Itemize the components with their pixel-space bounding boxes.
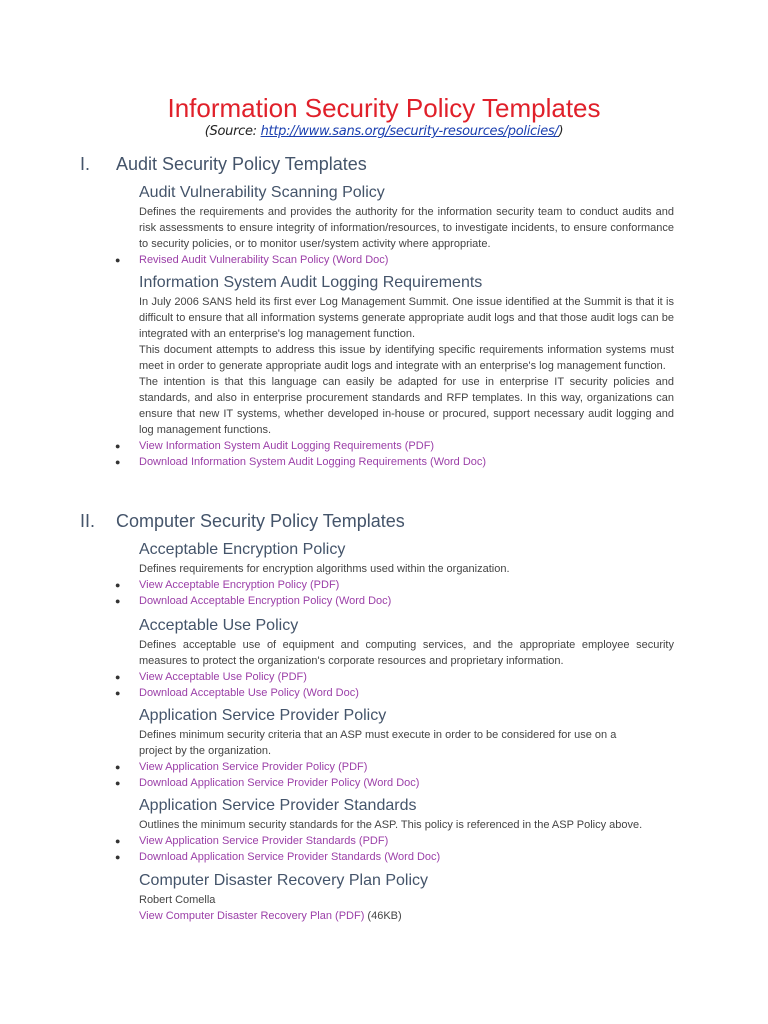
list-item[interactable] [115,685,674,701]
list-item[interactable] [115,438,674,454]
document-link[interactable]: View Computer Disaster Recovery Plan (PDF) [139,910,365,922]
document-link[interactable]: View Acceptable Use Policy (PDF) [139,671,307,683]
bullet-icon: ● [115,672,121,682]
policy-author: Robert Comella [139,894,216,906]
policy-heading: Acceptable Encryption Policy [139,541,346,558]
policy-heading: Information System Audit Logging Requirements [139,274,483,291]
document-link[interactable]: Revised Audit Vulnerability Scan Policy (Word Doc) [139,254,389,266]
bullet-icon: ● [115,441,121,451]
list-item[interactable] [115,252,674,268]
source-suffix: ) [558,124,564,139]
policy-audit-vulnerability [115,183,674,268]
source-prefix: (Source: [204,124,261,139]
policy-description: This document attempts to address this issue by identifying specific requirements information systems must meet in order to generate appropriate audit logs and integrate with an enterprise's log management function. [139,344,674,372]
list-item[interactable] [115,577,674,593]
policy-acceptable-use [115,616,674,701]
document-link[interactable]: Download Acceptable Use Policy (Word Doc) [139,687,359,699]
policy-description: Defines acceptable use of equipment and computing services, and the appropriate employee security measures to protect the organization's corporate resources and proprietary information. [139,639,674,667]
policy-acceptable-encryption [115,540,674,609]
policy-description: Defines requirements for encryption algorithms used within the organization. [139,563,510,575]
bullet-icon: ● [115,778,121,788]
list-item[interactable] [115,833,674,849]
page-title: Information Security Policy Templates [167,93,601,123]
document-link[interactable]: Download Application Service Provider Policy (Word Doc) [139,777,420,789]
policy-heading: Application Service Provider Policy [139,707,387,724]
bullet-icon: ● [115,580,121,590]
list-item[interactable] [115,775,674,791]
policy-disaster-recovery [139,871,674,924]
source-link[interactable]: http://www.sans.org/security-resources/policies/ [260,124,559,139]
policy-heading: Audit Vulnerability Scanning Policy [139,184,385,201]
section-numeral: II. [80,511,96,531]
document-link[interactable]: Download Information System Audit Logging Requirements (Word Doc) [139,456,487,468]
list-item[interactable] [115,593,674,609]
bullet-icon: ● [115,596,121,606]
bullet-icon: ● [115,457,121,467]
document-link[interactable]: View Information System Audit Logging Requirements (PDF) [139,440,435,452]
policy-asp-standards [115,796,674,865]
section-title: Audit Security Policy Templates [116,154,367,174]
document-link[interactable]: Download Application Service Provider Standards (Word Doc) [139,851,441,863]
bullet-icon: ● [115,255,121,265]
document-link[interactable]: Download Acceptable Encryption Policy (Word Doc) [139,595,392,607]
document-link[interactable]: View Acceptable Encryption Policy (PDF) [139,579,340,591]
source-line [0,124,768,139]
policy-description: Outlines the minimum security standards for the ASP. This policy is referenced in the ASP Policy above. [139,819,643,831]
policy-heading: Acceptable Use Policy [139,617,299,634]
policy-description: Defines minimum security criteria that an ASP must execute in order to be considered for use on a project by the organization. [139,729,617,757]
policy-asp [115,706,674,791]
policy-description: In July 2006 SANS held its first ever Log Management Summit. One issue identified at the Summit is that it is difficult to ensure that all information systems generate appropriate audit logs and that those audit logs can be integrated with an enterprise's log management function. [139,296,674,340]
section-numeral: I. [80,154,91,174]
bullet-icon: ● [115,852,121,862]
bullet-icon: ● [115,688,121,698]
policy-description: Defines the requirements and provides the authority for the information security team to conduct audits and risk assessments to ensure integrity of information/resources, to investigate incidents, to ensure conformance to security policies, or to monitor user/system activity where appropriate. [139,206,674,250]
policy-heading: Computer Disaster Recovery Plan Policy [139,872,428,889]
document-link[interactable]: View Application Service Provider Policy (PDF) [139,761,368,773]
download-line [139,908,674,924]
document-link[interactable]: View Application Service Provider Standards (PDF) [139,835,389,847]
policy-description: The intention is that this language can easily be adapted for use in enterprise IT security policies and standards, and also in enterprise procurement standards and RFP templates. In this way, organizations can ensure that new IT systems, whether developed in-house or procured, support necessary audit logging and log management functions. [139,376,674,436]
section-heading-audit [80,154,367,175]
policy-audit-logging [115,273,674,470]
list-item[interactable] [115,759,674,775]
bullet-icon: ● [115,836,121,846]
list-item[interactable] [115,849,674,865]
list-item[interactable] [115,669,674,685]
file-size: (46KB) [364,910,402,922]
section-heading-computer [80,511,405,532]
policy-heading: Application Service Provider Standards [139,797,417,814]
section-title: Computer Security Policy Templates [116,511,405,531]
bullet-icon: ● [115,762,121,772]
list-item[interactable] [115,454,674,470]
